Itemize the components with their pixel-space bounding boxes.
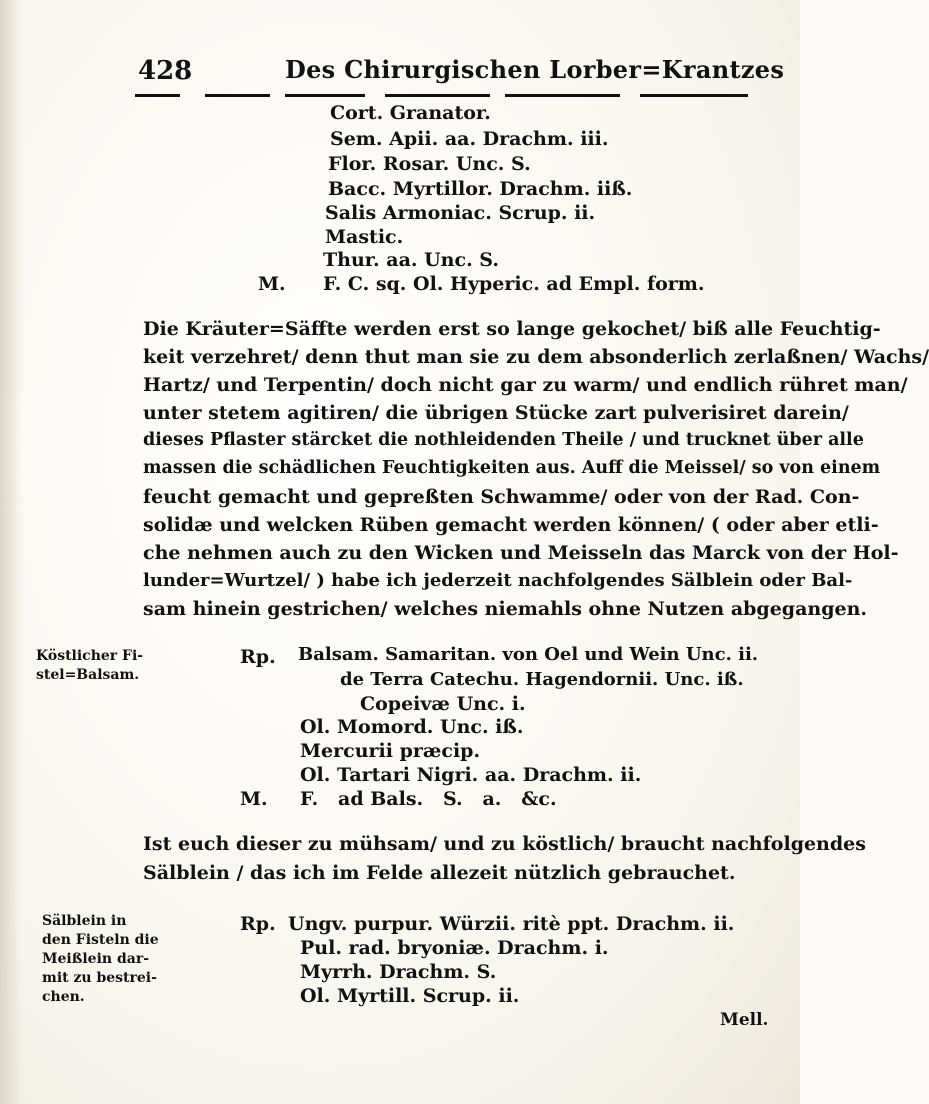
header-rule [205,94,270,97]
text-line: sam hinein gestrichen/ welches niemahls ohne Nutzen abgegangen. [143,598,867,620]
text-line: Ist euch dieser zu mühsam/ und zu köstlich/ braucht nachfolgendes [143,833,866,855]
recipe-line: Cort. Granator. [330,102,491,124]
text-line: Die Kräuter=Säffte werden erst so lange gekochet/ biß alle Feuchtig- [143,318,881,340]
recipe-line: Bacc. Myrtillor. Drachm. iiß. [328,178,633,200]
text-line: dieses Pflaster stärcket die nothleidenden Theile / und trucknet über alle [143,430,864,450]
recipe-m-label: M. [240,788,268,810]
recipe-line: Pul. rad. bryoniæ. Drachm. i. [300,937,609,959]
header-rule [640,94,748,97]
recipe-line: Ungv. purpur. Würzii. ritè ppt. Drachm. ii. [288,913,735,935]
text-line: massen die schädlichen Feuchtigkeiten aus. Auff die Meissel/ so von einem [143,458,881,478]
text-line: feucht gemacht und gepreßten Schwamme/ oder von der Rad. Con- [143,486,860,508]
page-gutter-shadow [0,0,22,1104]
recipe-line: Ol. Tartari Nigri. aa. Drachm. ii. [300,764,642,786]
recipe-line: Mastic. [325,226,404,248]
recipe-line: Ol. Momord. Unc. iß. [300,716,524,738]
margin-note-line: Köstlicher Fi- [36,648,144,664]
recipe-line: Sem. Apii. aa. Drachm. iii. [330,128,609,150]
running-title: Des Chirurgischen Lorber=Krantzes [285,55,785,84]
margin-note-line: Meißlein dar- [42,951,150,967]
margin-note-line: chen. [42,989,85,1005]
recipe-line: Mercurii præcip. [300,740,481,762]
header-rule [135,94,180,97]
recipe-line: Thur. aa. Unc. S. [323,249,499,271]
recipe-line: Copeivæ Unc. i. [360,693,526,715]
text-line: lunder=Wurtzel/ ) habe ich jederzeit nachfolgendes Sälblein oder Bal- [143,570,853,591]
text-line: Sälblein / das ich im Felde allezeit nützlich gebrauchet. [143,862,736,884]
recipe-m-label: M. [258,273,286,295]
header-rule [505,94,620,97]
recipe-rp: Rp. [240,646,276,668]
recipe-line: Ol. Myrtill. Scrup. ii. [300,985,520,1007]
recipe-line: de Terra Catechu. Hagendornii. Unc. iß. [340,669,744,690]
recipe-rp: Rp. [240,913,276,935]
header-rule [385,94,490,97]
text-line: keit verzehret/ denn thut man sie zu dem absonderlich zerlaßnen/ Wachs/ [143,346,929,368]
margin-note-line: Sälblein in [42,913,127,929]
recipe-m-text: F. C. sq. Ol. Hyperic. ad Empl. form. [323,273,705,295]
header-rule [285,94,365,97]
margin-note-line: mit zu bestrei- [42,970,157,986]
recipe-m-text: F. ad Bals. S. a. &c. [300,788,557,810]
text-line: unter stetem agitiren/ die übrigen Stücke zart pulverisiret darein/ [143,402,849,424]
margin-note [36,647,143,685]
catchword: Mell. [720,1010,769,1030]
recipe-line: Salis Armoniac. Scrup. ii. [325,202,596,224]
text-line: solidæ und welcken Rüben gemacht werden können/ ( oder aber etli- [143,514,879,536]
recipe-line: Myrrh. Drachm. S. [300,961,497,983]
recipe-line: Balsam. Samaritan. von Oel und Wein Unc. ii. [298,644,759,665]
margin-note [42,912,159,1007]
recipe-line: Flor. Rosar. Unc. S. [328,153,531,175]
text-line: Hartz/ und Terpentin/ doch nicht gar zu warm/ und endlich rühret man/ [143,374,908,396]
page-number: 428 [138,56,193,86]
text-line: che nehmen auch zu den Wicken und Meisseln das Marck von der Hol- [143,542,899,564]
margin-note-line: den Fisteln die [42,932,159,948]
margin-note-line: stel=Balsam. [36,667,140,683]
